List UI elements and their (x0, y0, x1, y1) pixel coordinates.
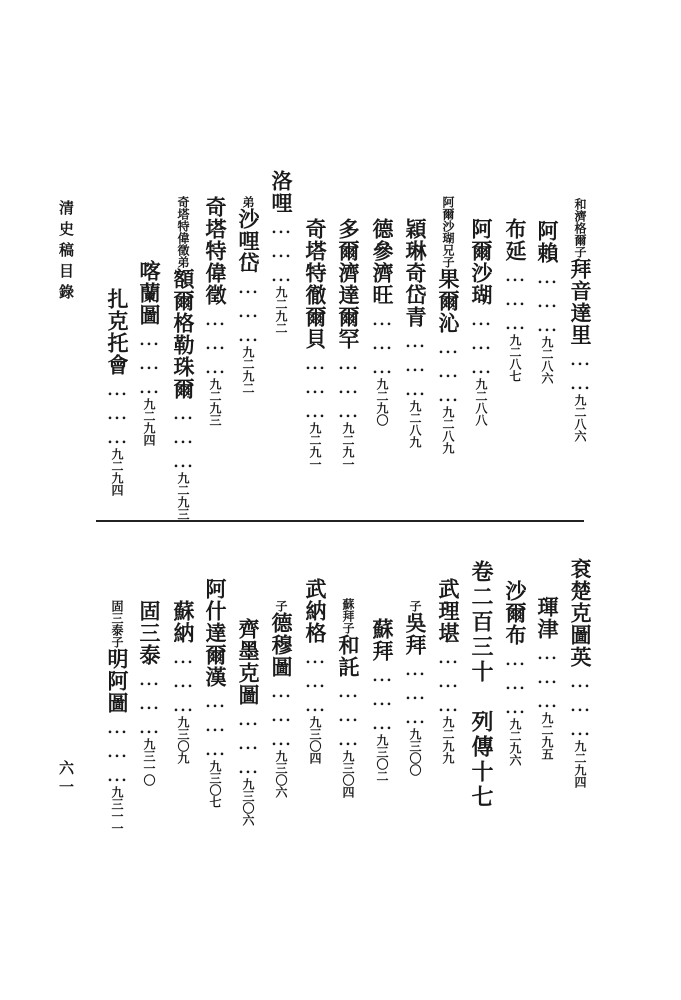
entry-leader: ……… (303, 644, 327, 716)
entry-page: 九三一〇 (142, 738, 156, 786)
entry-prefix: 和濟格爾子 (573, 198, 587, 258)
entry-page: 九二九〇 (375, 378, 389, 426)
toc-entry (433, 578, 463, 764)
entry-leader: ……… (203, 306, 227, 378)
entry-leader: ……… (336, 350, 360, 422)
entry-page: 九三一一 (110, 786, 124, 834)
volume-heading (466, 560, 497, 810)
entry-name: 武納格 (303, 578, 328, 644)
entry-page: 九二九五 (540, 712, 554, 760)
entry-name: 額爾格勒珠爾 (171, 268, 196, 400)
entry-leader: ……… (137, 666, 161, 738)
book-header: 清史稿目錄 (57, 200, 75, 305)
entry-page: 九三〇六 (241, 778, 255, 826)
toc-entry (300, 578, 330, 764)
entry-name: 阿什達爾漢 (203, 578, 228, 688)
entry-page: 九二九九 (441, 716, 455, 764)
entry-leader: ……… (503, 646, 527, 718)
entry-page: 九二八八 (474, 378, 488, 426)
entry-page: 九二九二 (274, 286, 288, 334)
entry-leader: ……… (436, 644, 460, 716)
page-number: 六一 (57, 760, 75, 798)
entry-page: 九二八六 (573, 394, 587, 442)
entry-leader: ……… (171, 400, 195, 472)
entry-name: 穎琳奇岱青 (403, 218, 428, 328)
toc-entry (400, 218, 430, 448)
entry-page: 九二九三 (208, 378, 222, 426)
entry-page: 九二八七 (508, 334, 522, 382)
entry-leader: ……… (203, 688, 227, 760)
entry-leader: ……… (535, 264, 559, 336)
entry-leader: ……… (336, 678, 360, 750)
entry-page: 九二八九 (441, 406, 455, 454)
entry-name: 德參濟旺 (370, 218, 395, 306)
toc-entry (433, 196, 463, 454)
entry-name: 喀蘭圖 (137, 260, 162, 326)
entry-prefix: 子 (274, 600, 288, 612)
entry-page: 九三〇七 (208, 760, 222, 808)
entry-name: 固三泰 (137, 600, 162, 666)
entry-leader: ……… (535, 640, 559, 712)
entry-name: 蘇納 (171, 600, 196, 644)
entry-leader: ……… (403, 328, 427, 400)
entry-name: 奇塔特徹爾貝 (303, 218, 328, 350)
entry-name: 多爾濟達爾罕 (336, 218, 361, 350)
entry-leader: ……… (137, 326, 161, 398)
entry-leader: ……… (403, 656, 427, 728)
entry-page: 九二九二 (241, 346, 255, 394)
toc-entry (200, 196, 230, 426)
toc-entry (367, 218, 397, 426)
entry-leader: ……… (171, 644, 195, 716)
toc-entry (168, 600, 198, 764)
entry-name: 阿賴 (535, 220, 560, 264)
toc-entry (102, 600, 132, 834)
toc-entry (500, 580, 530, 766)
entry-name: 布延 (503, 218, 528, 262)
entry-page: 九三〇二 (375, 734, 389, 782)
volume-subtitle: 列傳十七 (468, 710, 494, 810)
entry-name: 奇塔特偉徵 (203, 196, 228, 306)
entry-prefix: 蘇拜子 (341, 598, 355, 634)
entry-leader: ……… (236, 274, 260, 346)
entry-name: 吳拜 (403, 612, 428, 656)
entry-page: 九三〇四 (308, 716, 322, 764)
entry-page: 九二八九 (408, 400, 422, 448)
toc-entry (200, 578, 230, 808)
toc-entry (333, 218, 363, 470)
toc-entry (565, 558, 595, 788)
toc-entry (500, 218, 530, 382)
entry-page: 九二九四 (110, 448, 124, 496)
entry-leader: ……… (568, 668, 592, 740)
toc-entry (400, 600, 430, 776)
entry-name: 德穆圖 (269, 612, 294, 678)
toc-entry (134, 260, 164, 446)
entry-page: 九二九一 (341, 422, 355, 470)
entry-leader: ……… (303, 350, 327, 422)
entry-leader: ……… (503, 262, 527, 334)
toc-entry (266, 600, 296, 798)
volume-title: 卷二百三十 (468, 560, 494, 685)
entry-name: 和託 (336, 634, 361, 678)
entry-name: 沙爾布 (503, 580, 528, 646)
entry-page: 九二九四 (142, 398, 156, 446)
entry-name: 明阿圖 (105, 648, 130, 714)
entry-prefix: 阿爾沙瑚兄子 (441, 196, 455, 268)
toc-entry (565, 198, 595, 442)
toc-entry (532, 220, 562, 384)
entry-name: 沙哩岱 (236, 208, 261, 274)
toc-entry (102, 288, 132, 496)
entry-name: 齊墨克圖 (236, 618, 261, 706)
entry-leader: ……… (236, 706, 260, 778)
entry-prefix: 奇塔特偉徵弟 (176, 196, 190, 268)
entry-name: 蘇拜 (370, 618, 395, 662)
toc-entry (532, 596, 562, 760)
entry-leader: ……… (269, 214, 293, 286)
entry-leader: ……… (370, 662, 394, 734)
entry-page: 九二九六 (508, 718, 522, 766)
toc-entry (168, 196, 198, 520)
entry-leader: …… (568, 346, 592, 394)
entry-page: 九三〇九 (176, 716, 190, 764)
toc-entry (266, 170, 296, 334)
entry-leader: ……… (105, 376, 129, 448)
entry-name: 拜音達里 (568, 258, 593, 346)
entry-leader: ……… (269, 678, 293, 750)
entry-prefix: 子 (408, 600, 422, 612)
entry-leader: ……… (469, 306, 493, 378)
entry-name: 阿爾沙瑚 (469, 218, 494, 306)
entry-page: 九三〇六 (274, 750, 288, 798)
entry-leader: ……… (370, 306, 394, 378)
toc-entry (367, 618, 397, 782)
entry-page: 九二九一 (308, 422, 322, 470)
entry-page: 九三〇〇 (408, 728, 422, 776)
entry-name: 袞楚克圖英 (568, 558, 593, 668)
entry-page: 九二九三 (176, 472, 190, 520)
entry-name: 琿津 (535, 596, 560, 640)
entry-name: 扎克托會 (105, 288, 130, 376)
entry-leader: ……… (105, 714, 129, 786)
entry-prefix: 弟 (241, 196, 255, 208)
toc-entry (134, 600, 164, 786)
toc-entry (233, 196, 263, 394)
toc-entry (333, 598, 363, 798)
section-divider (96, 520, 584, 522)
entry-prefix: 固三泰子 (110, 600, 124, 648)
entry-name: 果爾沁 (436, 268, 461, 334)
entry-page: 九三〇四 (341, 750, 355, 798)
entry-leader: ……… (436, 334, 460, 406)
entry-name: 武理堪 (436, 578, 461, 644)
entry-page: 九二八六 (540, 336, 554, 384)
toc-entry (233, 618, 263, 826)
toc-entry (300, 218, 330, 470)
entry-name: 洛哩 (269, 170, 294, 214)
entry-page: 九二九四 (573, 740, 587, 788)
toc-entry (466, 218, 496, 426)
